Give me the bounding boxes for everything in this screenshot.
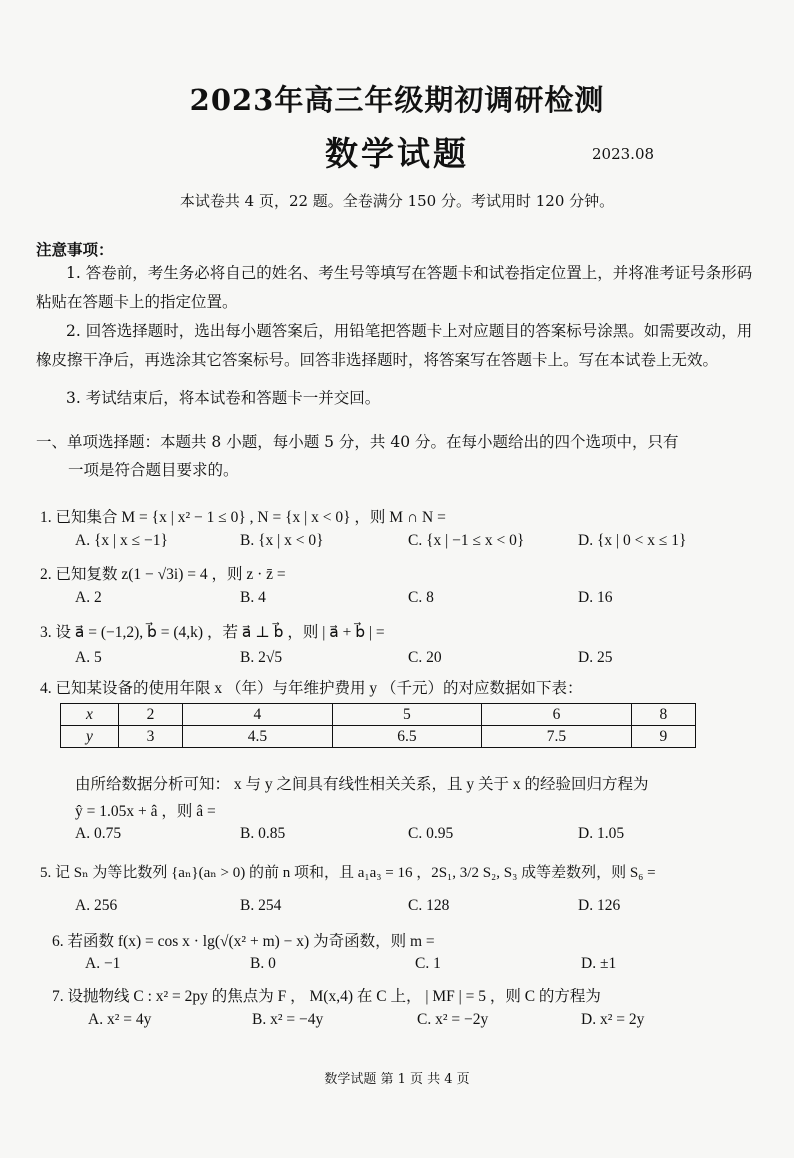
question-5-stem: 5. 记 Sₙ 为等比数列 {aₙ}(aₙ > 0) 的前 n 项和，且 a₁a₃ = 16 ，2S₁, 3/2 S₂, S₃ 成等差数列，则 S₆ = [40, 865, 656, 881]
question-6-option-d: D. ±1 [581, 955, 617, 972]
question-6-stem: 6. 若函数 f(x) = cos x · lg(√(x² + m) − x) 为奇函数，则 m = [52, 933, 435, 950]
section-heading-cont: 一项是符合题目要求的。 [68, 461, 239, 479]
notice-item-3: 3. 考试结束后，将本试卷和答题卡一并交回。 [66, 389, 381, 407]
notice-heading: 注意事项： [36, 240, 114, 259]
table-cell: 7.5 [482, 726, 632, 748]
question-7-stem: 7. 设抛物线 C : x² = 2py 的焦点为 F ， M(x,4) 在 C 上， | MF | = 5 ，则 C 的方程为 [52, 988, 601, 1005]
table-cell: 6 [482, 704, 632, 726]
table-cell: 6.5 [332, 726, 482, 748]
question-1-option-c: C. {x | −1 ≤ x < 0} [408, 532, 525, 549]
notice-item-2: 2. 回答选择题时，选出每小题答案后，用铅笔把答题卡上对应题目的答案标号涂黑。如需要改动，用橡皮擦干净后，再选涂其它答案标号。回答非选择题时，将答案写在答题卡上。写在本试卷上无效。 [36, 322, 753, 369]
question-2-option-b: B. 4 [240, 589, 266, 606]
question-4-option-d: D. 1.05 [578, 825, 625, 842]
table-cell: 3 [118, 726, 182, 748]
question-4-stem: 4. 已知某设备的使用年限 x （年）与年维护费用 y （千元）的对应数据如下表： [40, 680, 583, 697]
question-4-option-a: A. 0.75 [75, 825, 122, 842]
table-cell: 8 [631, 704, 695, 726]
question-7-option-a: A. x² = 4y [88, 1011, 152, 1028]
exam-date: 2023.08 [592, 145, 655, 163]
table-row-x [61, 704, 696, 726]
notice-item-1: 1. 答卷前，考生务必将自己的姓名、考生号等填写在答题卡和试卷指定位置上，并将准考证号条形码粘贴在答题卡上的指定位置。 [36, 264, 753, 311]
section-heading: 一、单项选择题：本题共 8 小题，每小题 5 分，共 40 分。在每小题给出的四个选项中，只有 [36, 433, 679, 451]
page-title: 2023年高三年级期初调研检测 [189, 83, 605, 117]
question-5-option-c: C. 128 [408, 897, 450, 914]
question-5-option-a: A. 256 [75, 897, 118, 914]
question-4-text-2: ŷ = 1.05x + â ，则 â = [75, 803, 216, 820]
page-footer: 数学试题 第 1 页 共 4 页 [324, 1072, 470, 1087]
question-7-option-c: C. x² = −2y [417, 1011, 489, 1028]
table-header-x: x [61, 704, 119, 726]
question-1-stem: 1. 已知集合 M = {x | x² − 1 ≤ 0} , N = {x | x < 0} ，则 M ∩ N = [40, 509, 446, 526]
table-row-y [61, 726, 696, 748]
table-cell: 5 [332, 704, 482, 726]
question-3-option-c: C. 20 [408, 649, 442, 666]
question-5-option-d: D. 126 [578, 897, 621, 914]
question-2-option-d: D. 16 [578, 589, 613, 606]
table-header-y: y [61, 726, 119, 748]
question-2-option-a: A. 2 [75, 589, 102, 606]
question-1-option-d: D. {x | 0 < x ≤ 1} [578, 532, 687, 549]
question-6-option-b: B. 0 [250, 955, 276, 972]
page-subtitle: 数学试题 [325, 134, 469, 173]
question-3-option-d: D. 25 [578, 649, 613, 666]
question-1-option-b: B. {x | x < 0} [240, 532, 324, 549]
question-6-option-c: C. 1 [415, 955, 441, 972]
question-3-option-a: A. 5 [75, 649, 102, 666]
question-4-text-1: 由所给数据分析可知： x 与 y 之间具有线性相关关系，且 y 关于 x 的经验回归方程为 [75, 776, 649, 793]
question-7-option-d: D. x² = 2y [581, 1011, 645, 1028]
question-3-stem: 3. 设 a⃗ = (−1,2), b⃗ = (4,k) ，若 a⃗ ⊥ b⃗ ，则 | a⃗ + b⃗ | = [40, 624, 385, 641]
question-1-option-a: A. {x | x ≤ −1} [75, 532, 168, 549]
data-table [60, 703, 696, 748]
question-6-option-a: A. −1 [85, 955, 121, 972]
exam-info: 本试卷共 4 页，22 题。全卷满分 150 分。考试用时 120 分钟。 [179, 192, 615, 210]
question-2-stem: 2. 已知复数 z(1 − √3i) = 4 ，则 z · z̄ = [40, 566, 286, 583]
table-cell: 2 [118, 704, 182, 726]
table-cell: 9 [631, 726, 695, 748]
question-4-option-c: C. 0.95 [408, 825, 454, 842]
question-3-option-b: B. 2√5 [240, 649, 283, 666]
question-7-option-b: B. x² = −4y [252, 1011, 324, 1028]
table-cell: 4.5 [183, 726, 333, 748]
table-cell: 4 [183, 704, 333, 726]
question-5-option-b: B. 254 [240, 897, 282, 914]
question-2-option-c: C. 8 [408, 589, 434, 606]
question-4-option-b: B. 0.85 [240, 825, 286, 842]
